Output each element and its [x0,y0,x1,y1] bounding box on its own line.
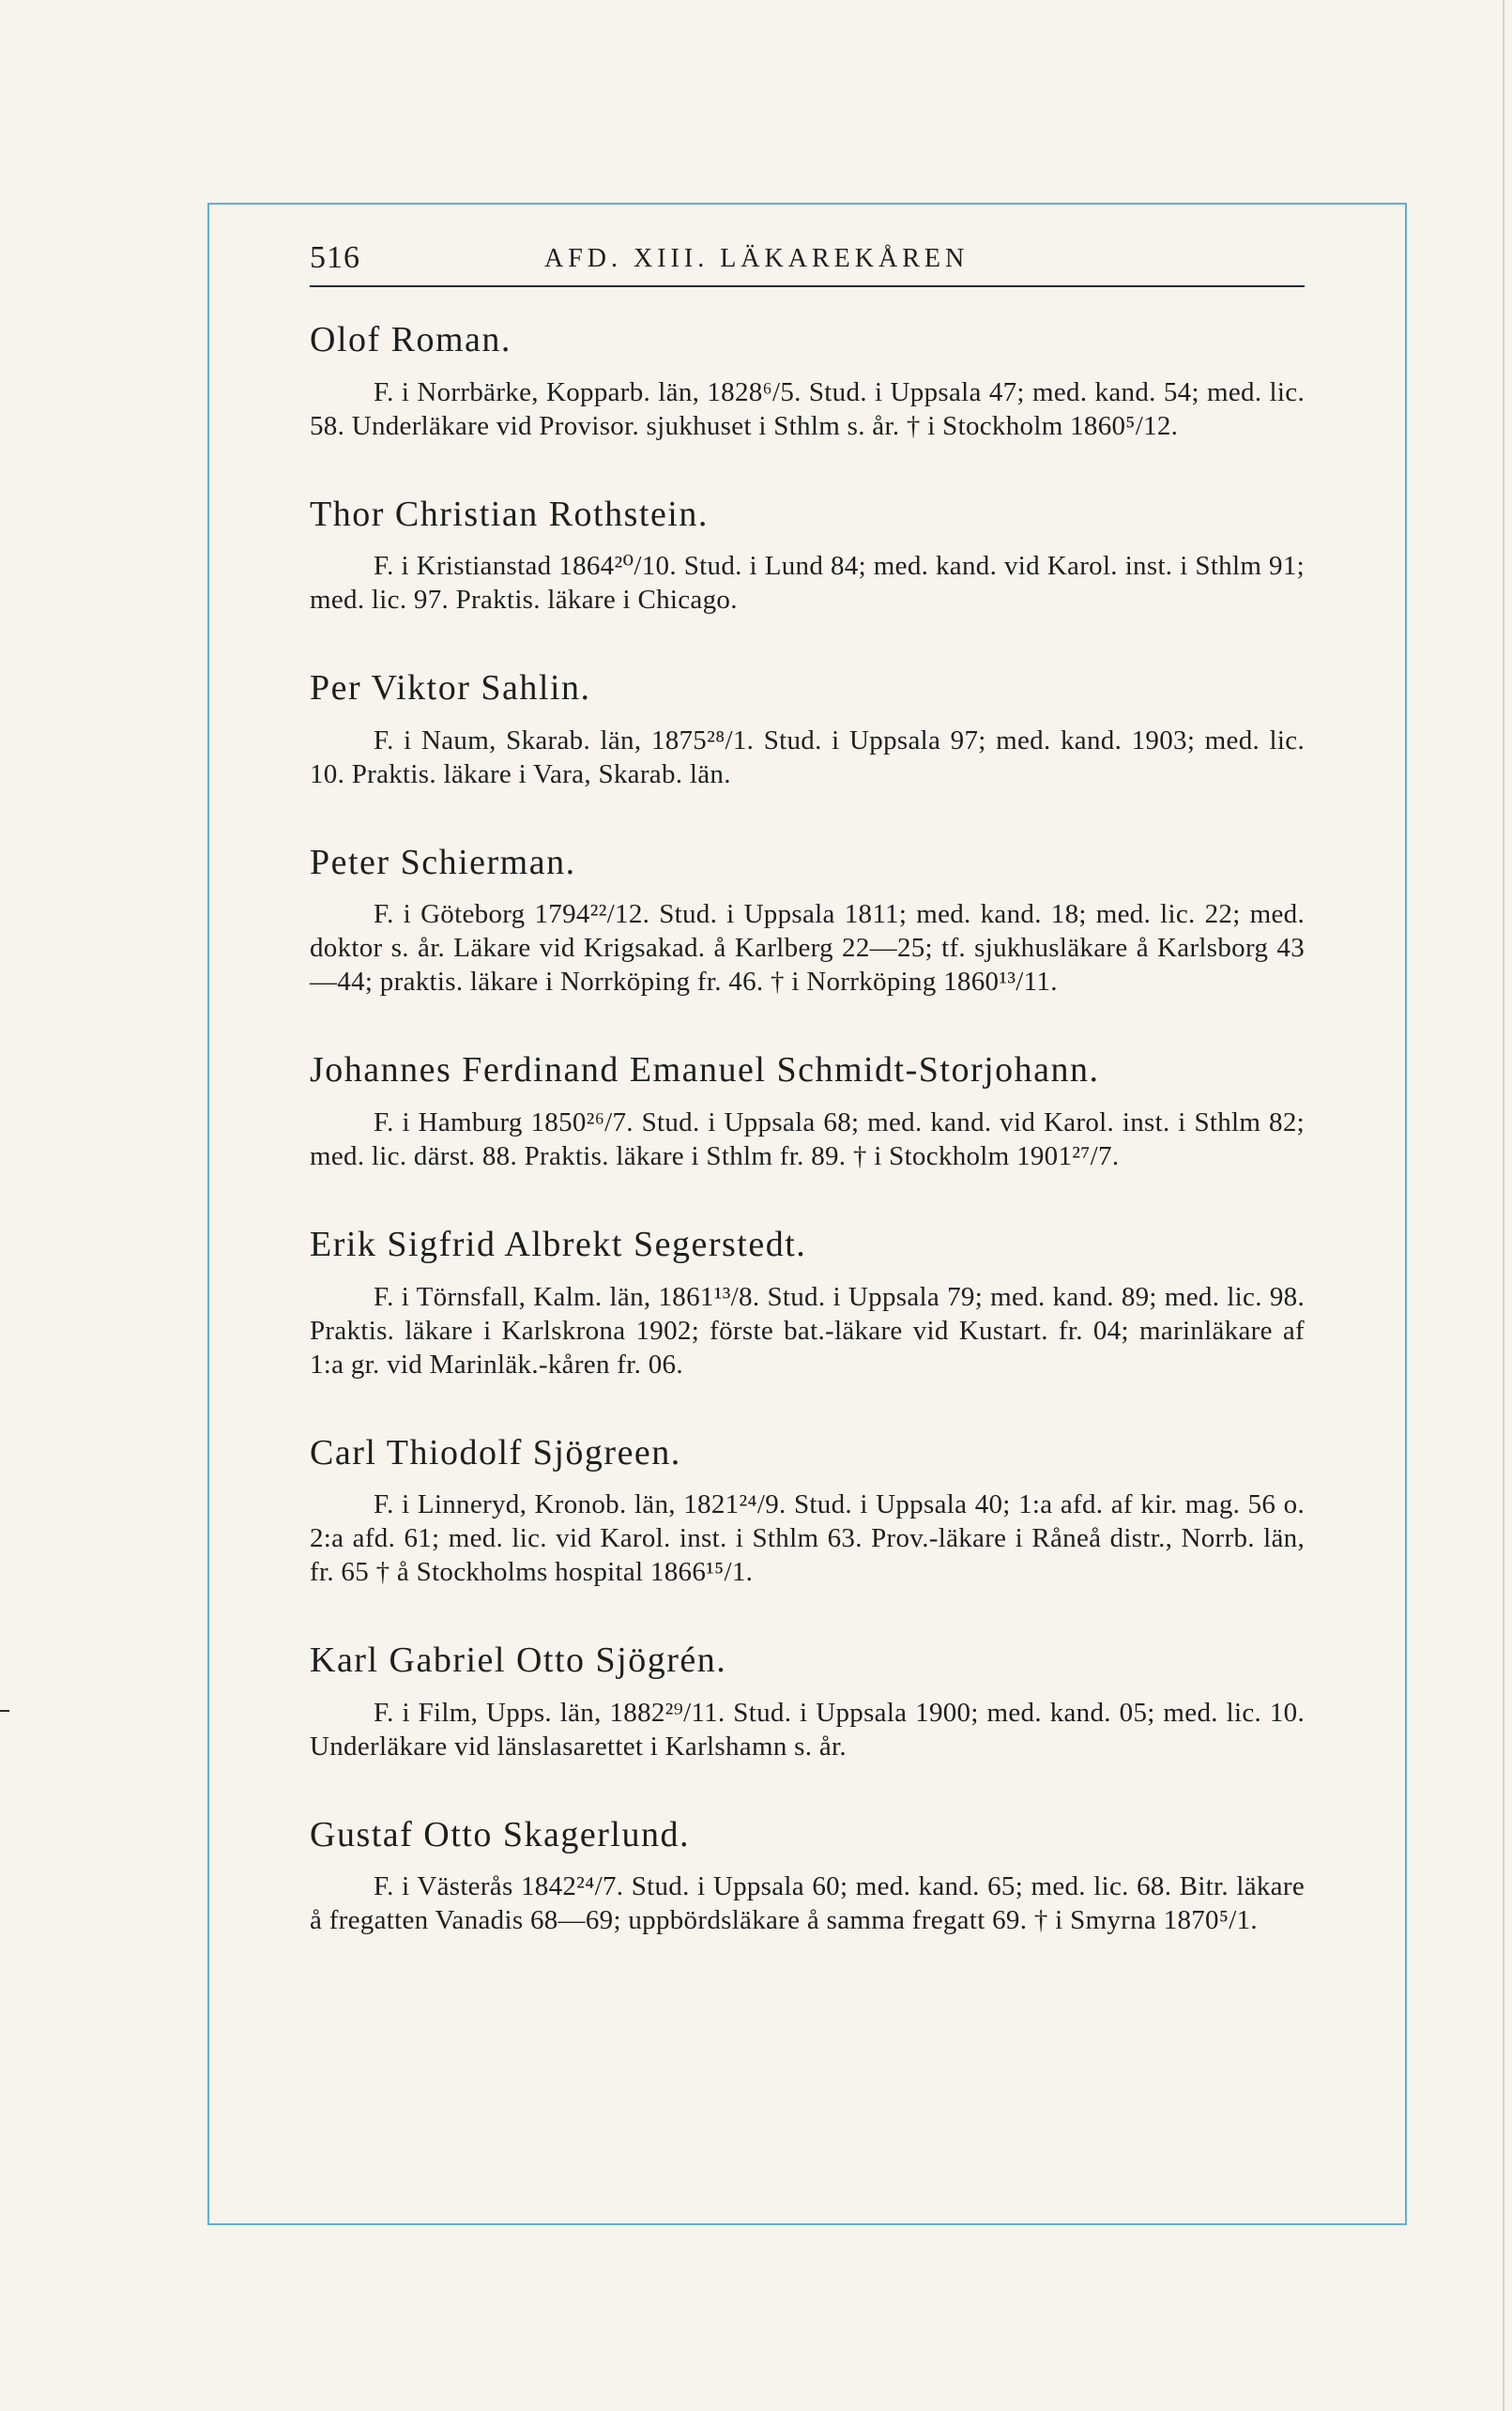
entry-list [310,319,1305,1988]
entry-name: Per Viktor Sahlin. [310,668,591,709]
entry-name: Olof Roman. [310,320,512,359]
entry-text: F. i Västerås 1842²⁴/7. Stud. i Uppsala 60; med. kand. 65; med. lic. 68. Bitr. läkare å fregatten Vanadis 68—69; uppbördsläkare å samma fregatt 69. † i Smyrna 1870⁵/1. [310,1871,1305,1936]
page-number: 516 [310,240,360,275]
entry-text: F. i Kristianstad 1864²⁰/10. Stud. i Lund 84; med. kand. vid Karol. inst. i Sthlm 91; med. lic. 97. Praktis. läkare i Chicago. [310,551,1305,616]
entry [310,667,1305,791]
entry-name: Gustaf Otto Skagerlund. [310,1814,690,1854]
entry [310,1049,1305,1173]
margin-tick-mark [0,1710,9,1712]
entry-text: F. i Linneryd, Kronob. län, 1821²⁴/9. Stud. i Uppsala 40; 1:a afd. af kir. mag. 56 o. 2:a afd. 61; med. lic. vid Karol. inst. i Sthlm 63. Prov.-läkare i Råneå distr., Norrb. län, fr. 65 † å Stockholms hospital 1866¹⁵/1. [310,1489,1305,1588]
entry [310,1224,1305,1381]
entry-name: Johannes Ferdinand Emanuel Schmidt-Storjohann. [310,1050,1100,1091]
running-head [310,240,1305,287]
entry-name: Peter Schierman. [310,842,576,882]
entry [310,1432,1305,1590]
entry-name: Karl Gabriel Otto Sjögrén. [310,1640,727,1681]
entry-name: Thor Christian Rothstein. [310,494,709,534]
entry [310,1640,1305,1763]
entry-text: F. i Göteborg 1794²²/12. Stud. i Uppsala 1811; med. kand. 18; med. lic. 22; med. doktor s. år. Läkare vid Krigsakad. å Karlberg 22—25; tf. sjukhusläkare å Karlsborg 43—44; praktis. läkare i Norrköping fr. 46. † i Norrköping 1860¹³/11. [310,899,1305,998]
entry [310,842,1305,999]
section-title: AFD. XIII. LÄKAREKÅREN [544,244,970,273]
entry [310,1814,1305,1938]
entry [310,319,1305,443]
entry-text: F. i Törnsfall, Kalm. län, 1861¹³/8. Stud. i Uppsala 79; med. kand. 89; med. lic. 98. Praktis. läkare i Karlskrona 1902; förste bat.-läkare vid Kustart. fr. 04; marinläkare af 1:a gr. vid Marinläk.-kåren fr. 06. [310,1281,1305,1380]
entry-name: Carl Thiodolf Sjögreen. [310,1432,681,1473]
entry-text: F. i Film, Upps. län, 1882²⁹/11. Stud. i Uppsala 1900; med. kand. 05; med. lic. 10. Underläkare vid länslasarettet i Karlshamn s. år. [310,1697,1305,1762]
page-edge-shadow [1503,0,1504,2411]
entry-text: F. i Naum, Skarab. län, 1875²⁸/1. Stud. i Uppsala 97; med. kand. 1903; med. lic. 10. Praktis. läkare i Vara, Skarab. län. [310,725,1305,789]
entry [310,494,1305,618]
entry-text: F. i Norrbärke, Kopparb. län, 1828⁶/5. Stud. i Uppsala 47; med. kand. 54; med. lic. 58. Underläkare vid Provisor. sjukhuset i Sthlm s. år. † i Stockholm 1860⁵/12. [310,376,1305,441]
entry-text: F. i Hamburg 1850²⁶/7. Stud. i Uppsala 68; med. kand. vid Karol. inst. i Sthlm 82; med. lic. därst. 88. Praktis. läkare i Sthlm fr. 89. † i Stockholm 1901²⁷/7. [310,1106,1305,1171]
entry-name: Erik Sigfrid Albrekt Segerstedt. [310,1224,807,1264]
